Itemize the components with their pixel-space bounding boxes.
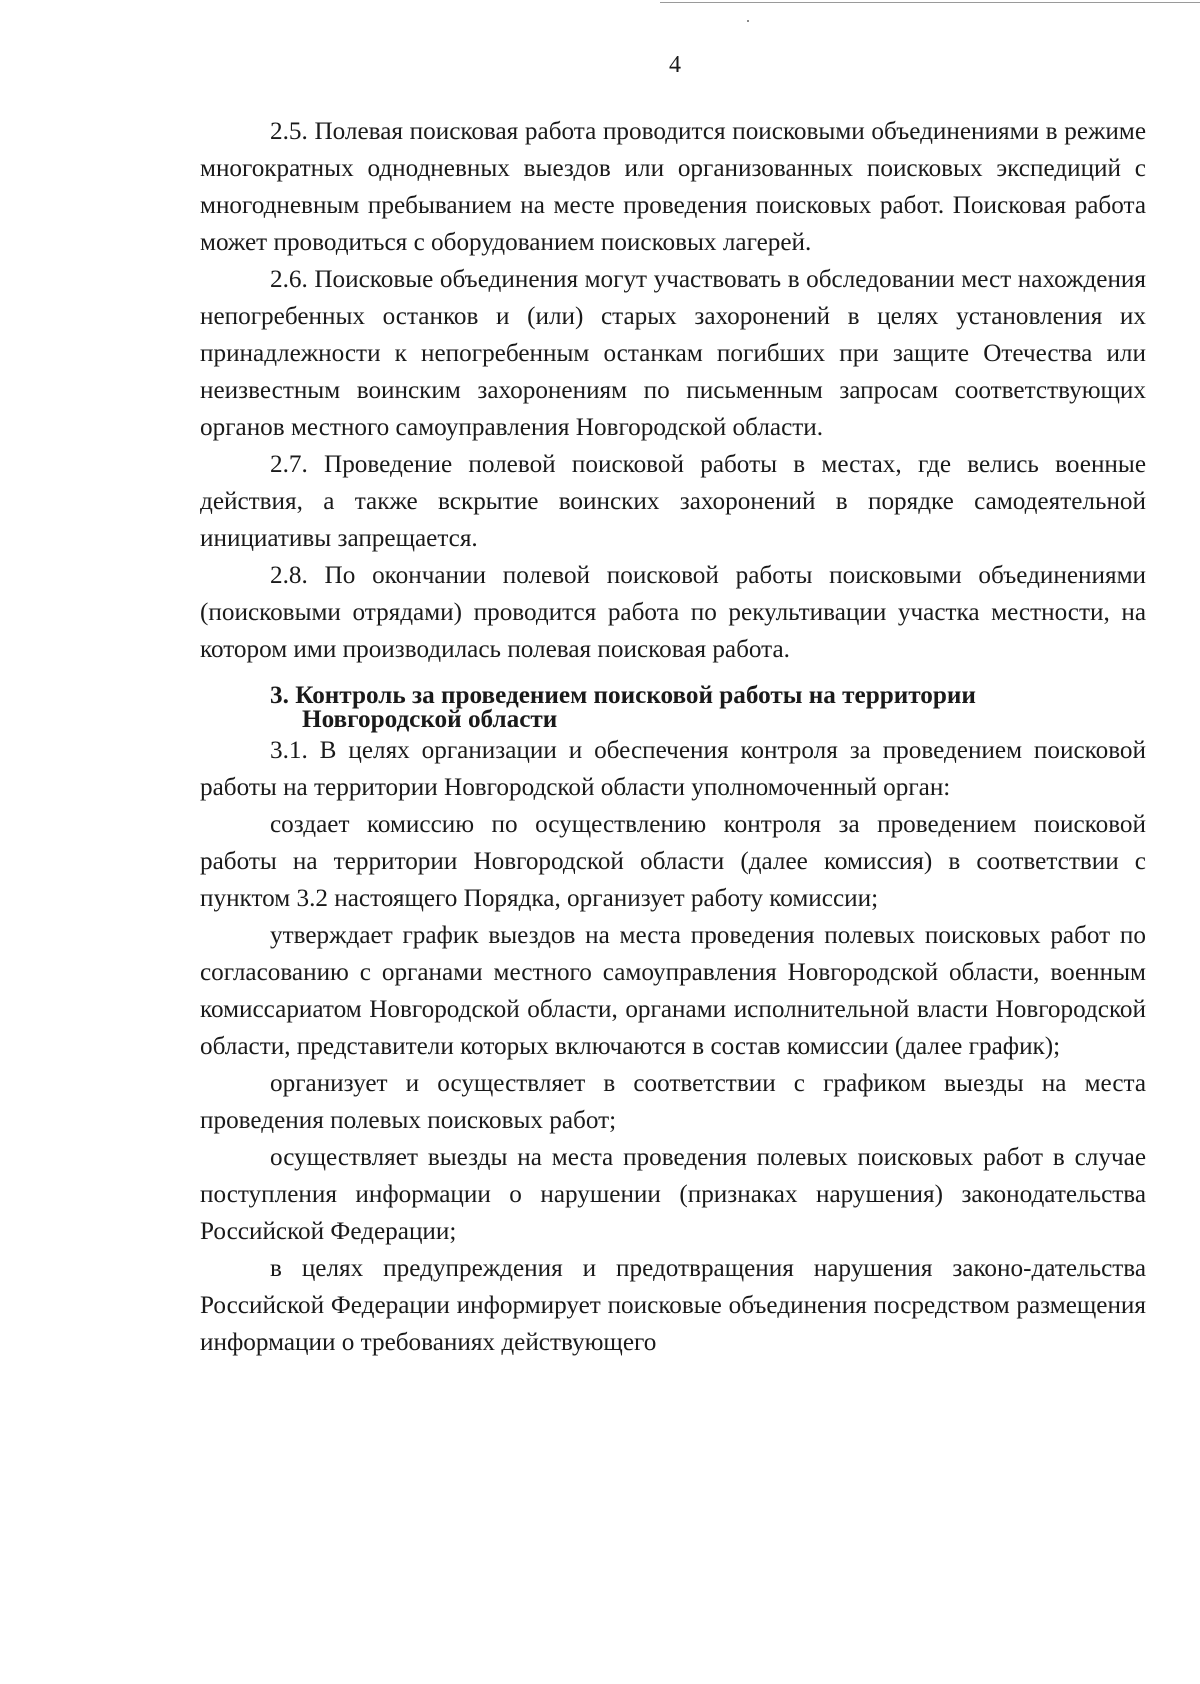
scan-speck: [747, 20, 749, 22]
paragraph-2-8: 2.8. По окончании полевой поисковой работы поисковыми объединениями (поисковыми отрядами) проводится работа по рекультивации участка местности, на котором ими производилась полевая поисковая работа.: [200, 562, 1146, 663]
paragraph-2-7: 2.7. Проведение полевой поисковой работы в местах, где велись военные действия, а также вскрытие воинских захоронений в порядке самодеятельной инициативы запрещается.: [200, 451, 1146, 552]
paragraph-creates-commission: создает комиссию по осуществлению контроля за проведением поисковой работы на территории Новгородской области (далее комиссия) в соответствии с пунктом 3.2 настоящего Порядка, организует работу комиссии;: [200, 811, 1146, 912]
paragraph-performs-visits: осуществляет выезды на места проведения полевых поисковых работ в случае поступления информации о нарушении (признаках нарушения) законодательства Российской Федерации;: [200, 1144, 1146, 1245]
page-number: 4: [669, 52, 681, 78]
paragraph-2-5: 2.5. Полевая поисковая работа проводится поисковыми объединениями в режиме многократных однодневных выездов или организованных поисковых экспедиций с многодневным пребыванием на месте проведения поисковых работ. Поисковая работа может проводиться с оборудованием поисковых лагерей.: [200, 118, 1146, 256]
paragraph-prevention: в целях предупреждения и предотвращения нарушения законо-дательства Российской Федерации информирует поисковые объединения посредством размещения информации о требованиях действующего: [200, 1255, 1146, 1356]
section-3-heading-line1: 3. Контроль за проведением поисковой работы на территории: [270, 682, 976, 709]
paragraph-3-1: 3.1. В целях организации и обеспечения контроля за проведением поисковой работы на территории Новгородской области уполномоченный орган:: [200, 737, 1146, 801]
paragraph-2-6: 2.6. Поисковые объединения могут участвовать в обследовании мест нахождения непогребенных останков и (или) старых захоронений в целях установления их принадлежности к непогребенным останкам погибших при защите Отечества или неизвестным воинским захоронениям по письменным запросам соответствующих органов местного самоуправления Новгородской области.: [200, 266, 1146, 441]
scan-edge-line: [660, 2, 1200, 3]
section-3-heading-line2: Новгородской области: [302, 706, 558, 733]
section-3-heading: [200, 684, 1146, 732]
document-body: [200, 113, 1146, 1361]
paragraph-approves-schedule: утверждает график выездов на места проведения полевых поисковых работ по согласованию с органами местного самоуправления Новгородской области, военным комиссариатом Новгородской области, органами исполнительной власти Новгородской области, представители которых включаются в состав комиссии (далее график);: [200, 922, 1146, 1060]
paragraph-organizes-visits: организует и осуществляет в соответствии с графиком выезды на места проведения полевых поисковых работ;: [200, 1070, 1146, 1134]
